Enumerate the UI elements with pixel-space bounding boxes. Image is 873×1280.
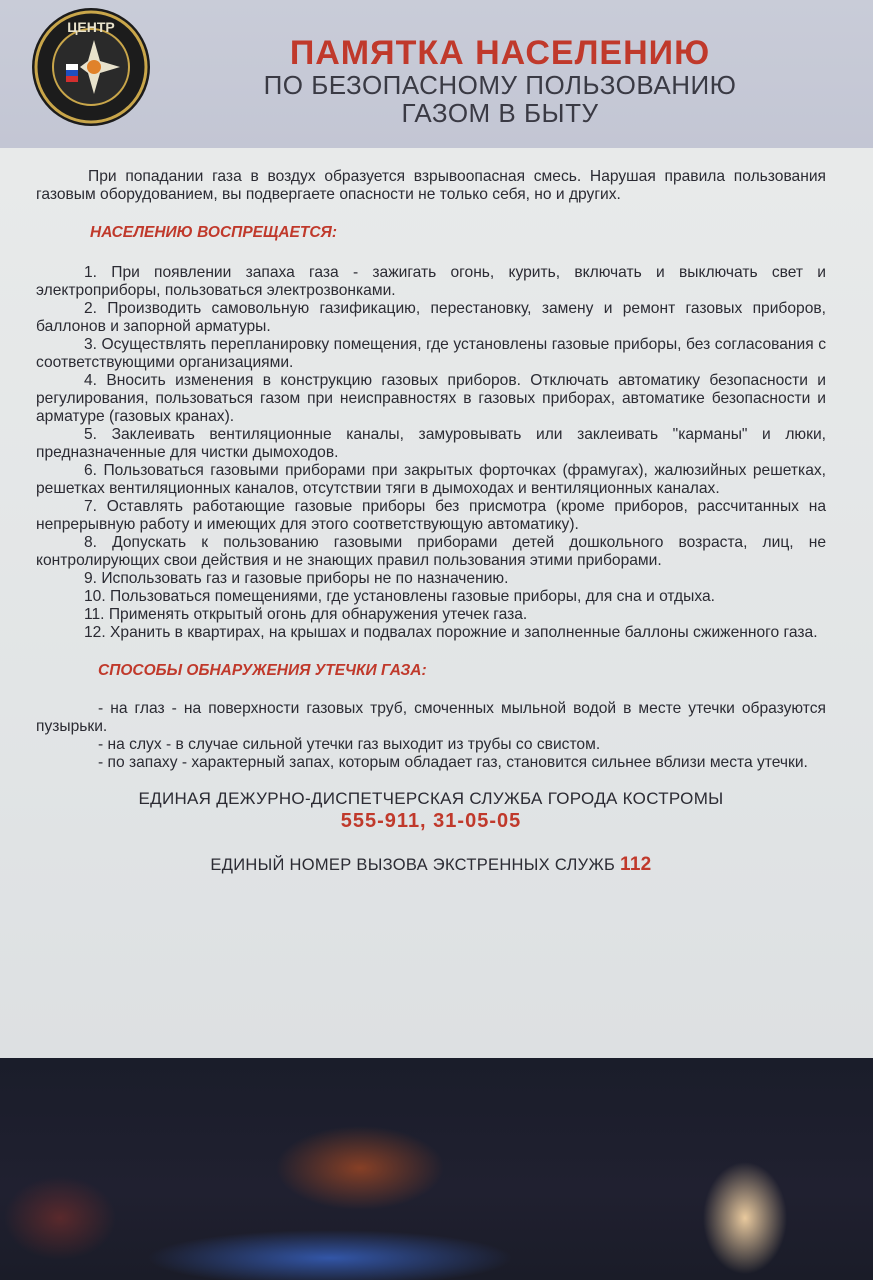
prohibited-section-title: НАСЕЛЕНИЮ ВОСПРЕЩАЕТСЯ: [90, 224, 337, 241]
header-banner [0, 0, 873, 148]
list-item: 12. Хранить в квартирах, на крышах и подвалах порожние и заполненные баллоны сжиженного газа. [84, 624, 818, 641]
emergency-line [36, 856, 826, 874]
list-item: 2. Производить самовольную газификацию, перестановку, замену и ремонт газовых приборов, баллонов и запорной арматуры. [36, 300, 826, 335]
emergency-number: 112 [620, 854, 652, 875]
list-item: 7. Оставлять работающие газовые приборы без присмотра (кроме приборов, рассчитанных на непрерывную работу и имеющих для этого соответствующую автоматику). [36, 498, 826, 533]
list-item: 11. Применять открытый огонь для обнаружения утечек газа. [84, 606, 528, 623]
list-item: - на глаз - на поверхности газовых труб, смоченных мыльной водой в месте утечки образуются пузырьки. [36, 700, 826, 735]
list-item: 9. Использовать газ и газовые приборы не по назначению. [84, 570, 509, 587]
prohibited-list [36, 264, 826, 642]
list-item: 4. Вносить изменения в конструкцию газовых приборов. Отключать автоматику безопасности и регулирования, пользоваться газом при неисправностях в газовых приборах, автоматике безопасности и арматуре (газовых кранах). [36, 372, 826, 425]
detection-section-title: СПОСОБЫ ОБНАРУЖЕНИЯ УТЕЧКИ ГАЗА: [98, 662, 427, 679]
gas-burner-flame-photo [0, 1058, 873, 1280]
dispatch-service-name: ЕДИНАЯ ДЕЖУРНО-ДИСПЕТЧЕРСКАЯ СЛУЖБА ГОРОДА КОСТРОМЫ [138, 789, 724, 808]
intro-paragraph: При попадании газа в воздух образуется взрывоопасная смесь. Нарушая правила пользования газовым оборудованием, вы подвергаете опасности не только себя, но и других. [36, 168, 826, 203]
list-item: 3. Осуществлять перепланировку помещения, где установлены газовые приборы, без согласования с соответствующими организациями. [36, 336, 826, 371]
emergency-center-emblem-icon [30, 6, 152, 128]
page-title: ПАМЯТКА НАСЕЛЕНИЮ [289, 34, 711, 72]
list-item: 10. Пользоваться помещениями, где установлены газовые приборы, для сна и отдыха. [84, 588, 715, 605]
svg-text:ЦЕНТР: ЦЕНТР [67, 19, 115, 35]
emergency-label: ЕДИНЫЙ НОМЕР ВЫЗОВА ЭКСТРЕННЫХ СЛУЖБ [210, 856, 616, 874]
list-item: 5. Заклеивать вентиляционные каналы, замуровывать или заклеивать "карманы" и люки, предназначенные для чистки дымоходов. [36, 426, 826, 461]
memo-body [0, 148, 873, 1058]
list-item: 6. Пользоваться газовыми приборами при закрытых форточках (фрамугах), жалюзийных решетках, решетках вентиляционных каналов, отсутствии тяги в дымоходах и вентиляционных каналах. [36, 462, 826, 497]
dispatch-phone-numbers: 555-911, 31-05-05 [340, 810, 522, 832]
list-item: - по запаху - характерный запах, которым обладает газ, становится сильнее вблизи места утечки. [98, 754, 808, 771]
list-item: - на слух - в случае сильной утечки газ выходит из трубы со свистом. [98, 736, 601, 753]
detection-list [36, 700, 826, 772]
list-item: 1. При появлении запаха газа - зажигать огонь, курить, включать и выключать свет и электроприборы, пользоваться электрозвонками. [36, 264, 826, 299]
list-item: 8. Допускать к пользованию газовыми приборами детей дошкольного возраста, лиц, не контролирующих свои действия и не знающих правил пользования этими приборами. [36, 534, 826, 569]
page-subtitle-line1: ПО БЕЗОПАСНОМУ ПОЛЬЗОВАНИЮ [263, 70, 737, 100]
page-subtitle-line2: ГАЗОМ В БЫТУ [401, 98, 599, 128]
